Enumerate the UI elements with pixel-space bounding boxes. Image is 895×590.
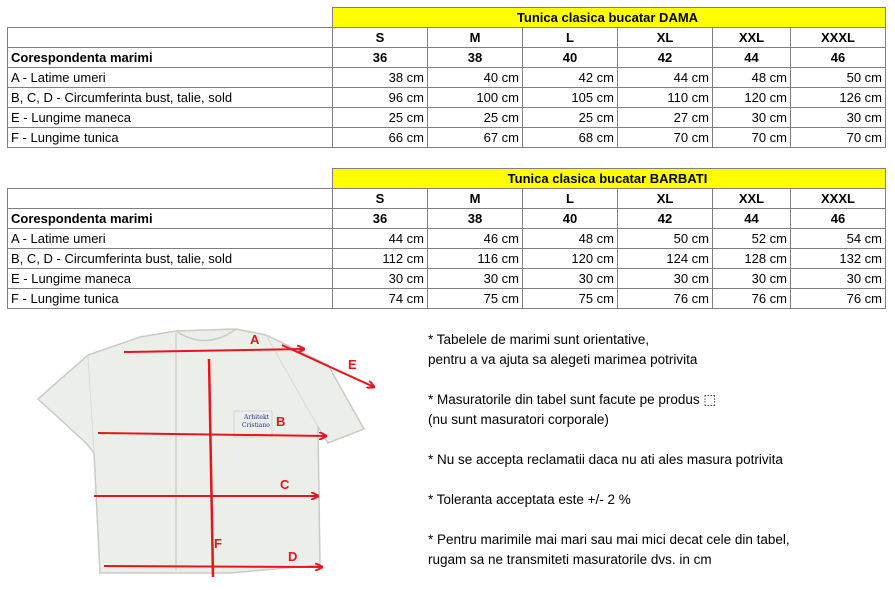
table-cell: 126 cm (791, 88, 886, 108)
table-row (8, 289, 886, 309)
table-cell: 116 cm (428, 249, 523, 269)
table-cell: 66 cm (333, 128, 428, 148)
row-label: F - Lungime tunica (8, 128, 333, 148)
table-cell: 75 cm (523, 289, 618, 309)
table-cell: 42 cm (523, 68, 618, 88)
note-line: * Nu se accepta reclamatii daca nu ati ales masura potrivita (428, 452, 783, 467)
note-item (428, 490, 888, 510)
table-row (8, 68, 886, 88)
shirt-measurement-figure (28, 325, 380, 581)
table-cell: 40 (523, 48, 618, 68)
table-cell: 30 cm (713, 269, 791, 289)
table-cell: 46 (791, 48, 886, 68)
table-cell: 70 cm (791, 128, 886, 148)
table-cell: 76 cm (791, 289, 886, 309)
measure-label: D (288, 549, 298, 564)
size-header: XXXL (791, 189, 886, 209)
table-cell: 67 cm (428, 128, 523, 148)
row-label: Corespondenta marimi (8, 48, 333, 68)
table-cell: 25 cm (428, 108, 523, 128)
table-cell: 30 cm (333, 269, 428, 289)
table-cell: 100 cm (428, 88, 523, 108)
note-line: * Tabelele de marimi sunt orientative, (428, 332, 650, 347)
table-row (8, 128, 886, 148)
size-header: XL (618, 189, 713, 209)
table-cell: 48 cm (523, 229, 618, 249)
table-cell: 46 (791, 209, 886, 229)
row-label: E - Lungime maneca (8, 108, 333, 128)
table-cell: 76 cm (618, 289, 713, 309)
table-cell: 96 cm (333, 88, 428, 108)
note-item (428, 450, 888, 470)
row-label: A - Latime umeri (8, 68, 333, 88)
row-label: E - Lungime maneca (8, 269, 333, 289)
table-cell: 30 cm (523, 269, 618, 289)
row-label: A - Latime umeri (8, 229, 333, 249)
table-cell: 132 cm (791, 249, 886, 269)
table-cell: 120 cm (713, 88, 791, 108)
table-cell: 54 cm (791, 229, 886, 249)
table-row (8, 88, 886, 108)
note-item (428, 530, 888, 570)
size-header: XXXL (791, 28, 886, 48)
table-cell: 124 cm (618, 249, 713, 269)
measure-label: B (276, 414, 286, 429)
table-cell: 30 cm (618, 269, 713, 289)
table-cell: 74 cm (333, 289, 428, 309)
table-row (8, 269, 886, 289)
table-cell: 112 cm (333, 249, 428, 269)
table-row (8, 249, 886, 269)
correspondence-row (8, 48, 886, 68)
table-cell: 68 cm (523, 128, 618, 148)
table-cell: 42 (618, 48, 713, 68)
table-cell: 30 cm (428, 269, 523, 289)
table-row (8, 229, 886, 249)
table-cell: 50 cm (791, 68, 886, 88)
size-header: S (333, 189, 428, 209)
table-cell: 120 cm (523, 249, 618, 269)
table-cell: 30 cm (713, 108, 791, 128)
measure-label: F (214, 536, 222, 551)
size-header: XXL (713, 28, 791, 48)
notes-section (428, 330, 888, 590)
table-cell: 44 cm (333, 229, 428, 249)
table-cell: 25 cm (523, 108, 618, 128)
table-cell: 48 cm (713, 68, 791, 88)
table-cell: 75 cm (428, 289, 523, 309)
table-cell: 44 (713, 48, 791, 68)
measure-label: E (348, 357, 357, 372)
table-cell: 40 (523, 209, 618, 229)
note-line: * Pentru marimile mai mari sau mai mici decat cele din tabel, (428, 532, 790, 547)
table-cell: 70 cm (713, 128, 791, 148)
table-cell: 27 cm (618, 108, 713, 128)
note-line: rugam sa ne transmiteti masuratorile dvs. in cm (428, 552, 712, 567)
size-table-dama (7, 7, 886, 148)
row-label: Corespondenta marimi (8, 209, 333, 229)
size-header: M (428, 189, 523, 209)
measure-label: A (250, 332, 260, 347)
table-cell: 44 (713, 209, 791, 229)
table-cell: 25 cm (333, 108, 428, 128)
table-cell: 30 cm (791, 108, 886, 128)
note-item (428, 390, 888, 430)
table-cell: 46 cm (428, 229, 523, 249)
table-title: Tunica clasica bucatar DAMA (333, 8, 886, 28)
size-header: L (523, 28, 618, 48)
table-cell: 42 (618, 209, 713, 229)
table-row (8, 108, 886, 128)
size-header: M (428, 28, 523, 48)
size-header: S (333, 28, 428, 48)
note-line: (nu sunt masuratori corporale) (428, 412, 609, 427)
table-cell: 36 (333, 209, 428, 229)
table-cell: 38 cm (333, 68, 428, 88)
table-cell: 38 (428, 209, 523, 229)
table-cell: 40 cm (428, 68, 523, 88)
row-label: B, C, D - Circumferinta bust, talie, sold (8, 88, 333, 108)
size-header: XXL (713, 189, 791, 209)
size-header: L (523, 189, 618, 209)
measure-label: C (280, 477, 290, 492)
table-cell: 50 cm (618, 229, 713, 249)
table-title: Tunica clasica bucatar BARBATI (333, 169, 886, 189)
size-header: XL (618, 28, 713, 48)
table-cell: 52 cm (713, 229, 791, 249)
table-cell: 110 cm (618, 88, 713, 108)
note-item (428, 330, 888, 370)
table-cell: 38 (428, 48, 523, 68)
note-line: * Masuratorile din tabel sunt facute pe produs ⬚ (428, 392, 717, 407)
table-cell: 128 cm (713, 249, 791, 269)
table-cell: 44 cm (618, 68, 713, 88)
size-table-barbati (7, 168, 886, 309)
table-cell: 36 (333, 48, 428, 68)
table-cell: 70 cm (618, 128, 713, 148)
shirt-shape (38, 329, 364, 573)
embroidery-text: Cristiano (242, 422, 270, 429)
table-cell: 30 cm (791, 269, 886, 289)
note-line: * Toleranta acceptata este +/- 2 % (428, 492, 631, 507)
embroidery-text: Arhitekt (244, 414, 269, 421)
row-label: B, C, D - Circumferinta bust, talie, sold (8, 249, 333, 269)
row-label: F - Lungime tunica (8, 289, 333, 309)
table-cell: 76 cm (713, 289, 791, 309)
correspondence-row (8, 209, 886, 229)
note-line: pentru a va ajuta sa alegeti marimea potrivita (428, 352, 698, 367)
table-cell: 105 cm (523, 88, 618, 108)
